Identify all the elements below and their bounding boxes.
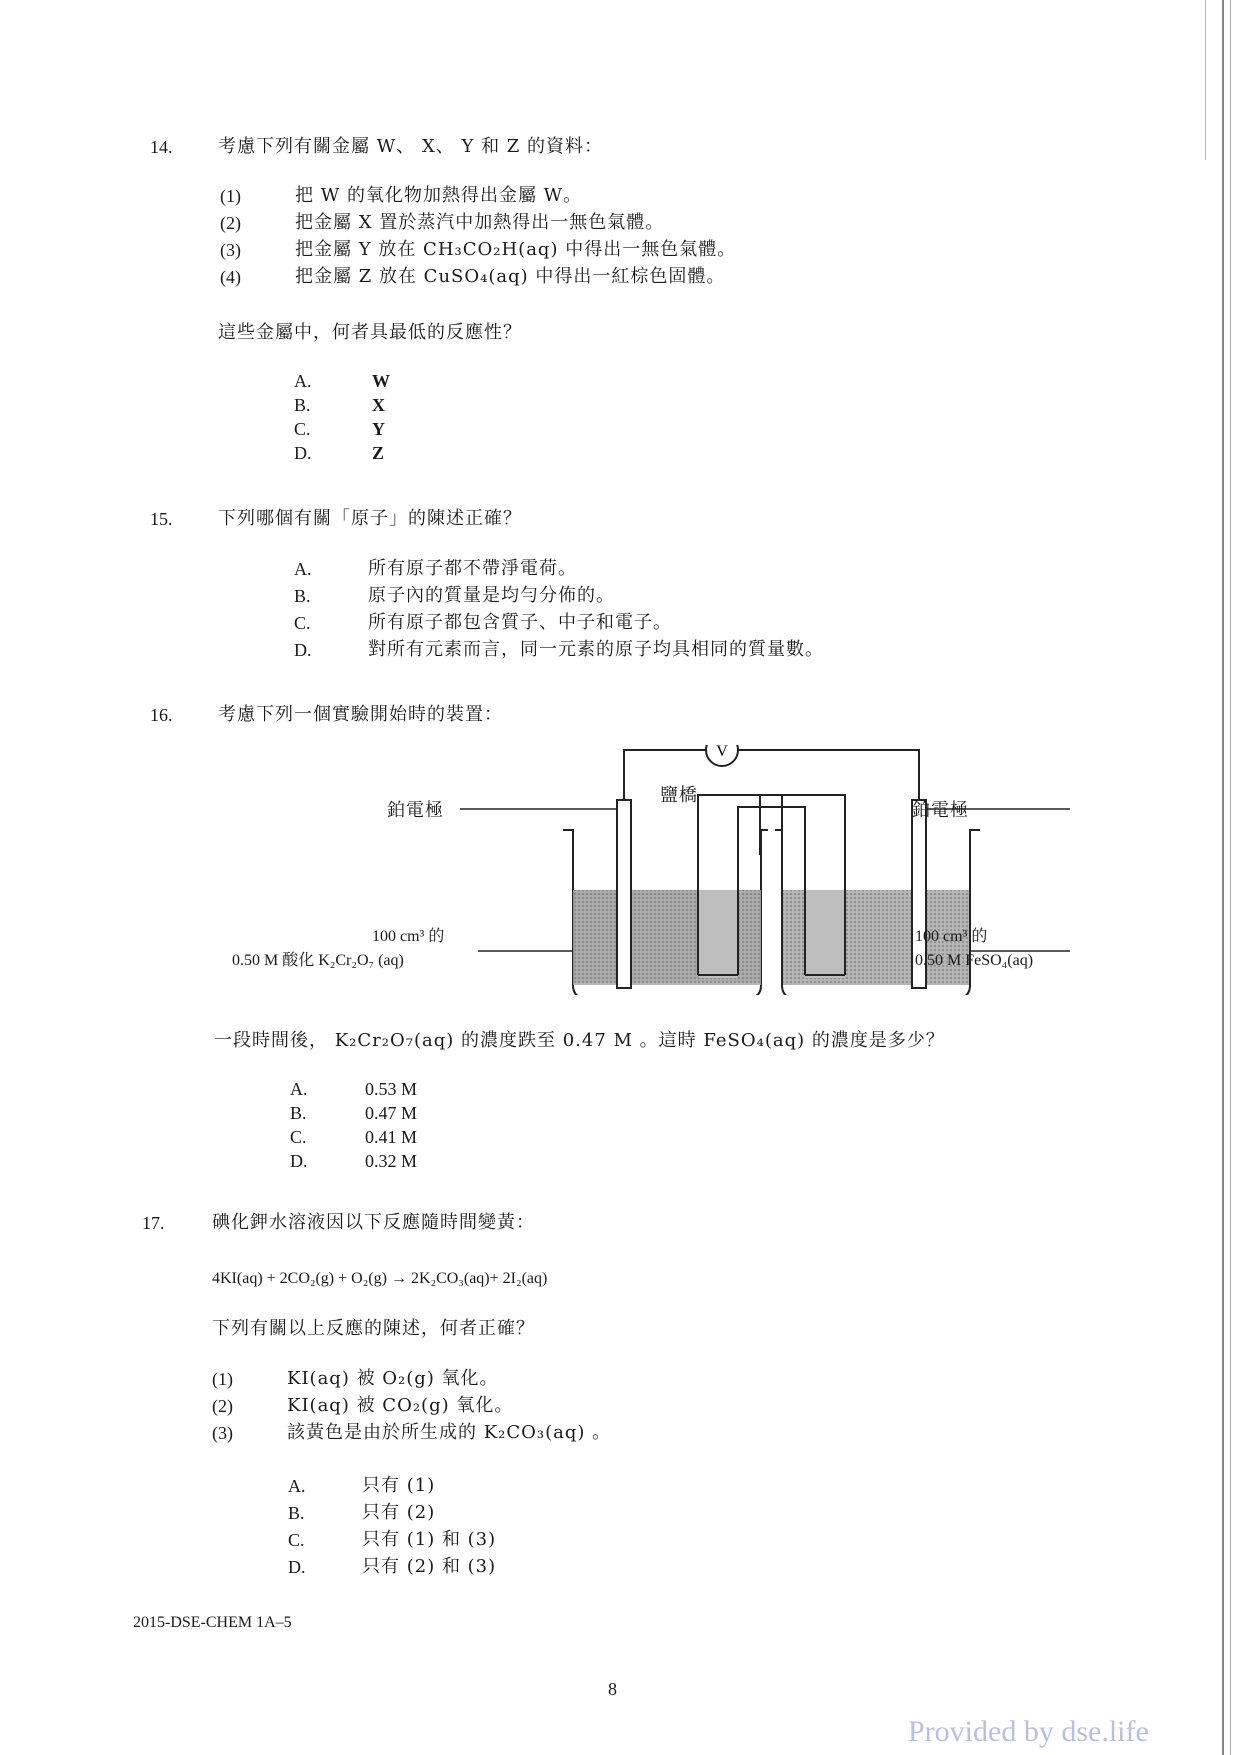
statement-label: (3) [212,1423,233,1443]
statement-text: 把金屬 Y 放在 CH₃CO₂H(aq) 中得出一無色氣體。 [295,239,737,260]
option-text: 對所有元素而言，同一元素的原子均具相同的質量數。 [368,639,824,660]
statement-label: (1) [220,186,241,206]
question-text: 這些金屬中，何者具最低的反應性？ [218,322,522,343]
option-letter: C. [294,419,311,439]
option-text: Z [372,443,385,463]
statement-label: (1) [212,1369,233,1389]
statement-text: 該黃色是由於所生成的 K₂CO₃(aq) 。 [287,1422,612,1443]
chemical-equation: 4KI(aq) + 2CO₂(g) + O₂(g) → 2K₂CO₃(aq)+ 2I₂(aq) [212,1270,548,1287]
paper-code: 2015-DSE-CHEM 1A–5 [133,1614,292,1631]
electrode-left-label: 鉑電極 [387,800,444,821]
statement-text: 把 W 的氧化物加熱得出金屬 W。 [295,185,583,206]
electrode-right-label: 鉑電極 [912,800,969,821]
question-stem: 碘化鉀水溶液因以下反應隨時間變黃： [212,1212,535,1233]
solution-left-line1: 100 cm³ 的 [372,928,445,945]
option-text: 所有原子都不帶淨電荷。 [368,558,577,579]
option-letter: C. [290,1127,307,1147]
solution-right-line2: 0.50 M FeSO₄(aq) [915,952,1034,969]
scan-edge-line [1205,0,1206,160]
option-letter: A. [294,371,312,391]
statement-label: (2) [212,1396,233,1416]
salt-bridge-label: 鹽橋 [660,785,698,806]
option-text: 0.32 M [365,1151,418,1171]
question-text: 一段時間後， K₂Cr₂O₇(aq) 的濃度跌至 0.47 M 。這時 FeSO₄(aq) 的濃度是多少？ [214,1030,945,1051]
statement-label: (3) [220,240,241,260]
option-letter: B. [294,395,311,415]
scan-edge-line [1222,0,1224,1755]
statement-text: KI(aq) 被 CO₂(g) 氧化。 [287,1395,514,1416]
provided-by-link[interactable]: Provided by dse.life [908,1715,1149,1748]
statement-text: 把金屬 X 置於蒸汽中加熱得出一無色氣體。 [295,212,665,233]
scan-edge-line [1230,0,1231,1755]
question-number: 17. [142,1213,165,1233]
option-text: 所有原子都包含質子、中子和電子。 [368,612,672,633]
statement-text: KI(aq) 被 O₂(g) 氧化。 [287,1368,499,1389]
left-electrode [617,800,631,988]
page-number: 8 [608,1679,617,1699]
option-letter: D. [294,640,312,660]
option-letter: D. [290,1151,308,1171]
question-stem: 下列哪個有關「原子」的陳述正確？ [218,508,522,529]
option-text: W [372,371,390,391]
solution-left-line2: 0.50 M 酸化 K₂Cr₂O₇ (aq) [232,952,404,969]
option-text: Y [372,419,385,439]
statement-label: (2) [220,213,241,233]
option-letter: D. [294,443,312,463]
solution-right-line1: 100 cm³ 的 [915,928,988,945]
question-text: 下列有關以上反應的陳述，何者正確？ [212,1318,535,1339]
option-letter: C. [294,613,311,633]
statement-label: (4) [220,267,241,287]
option-letter: C. [288,1530,305,1550]
option-letter: B. [288,1503,305,1523]
option-text: 0.47 M [365,1103,418,1123]
statement-text: 把金屬 Z 放在 CuSO₄(aq) 中得出一紅棕色固體。 [295,266,726,287]
question-number: 15. [150,509,173,529]
question-number: 14. [150,137,173,157]
voltmeter-label: V [716,745,728,760]
option-text: 只有 (1) [362,1475,436,1496]
option-text: 只有 (1) 和 (3) [362,1529,497,1550]
wire-right [738,750,919,800]
option-letter: A. [294,559,312,579]
option-letter: B. [294,586,311,606]
option-text: 原子內的質量是均勻分佈的。 [368,585,615,606]
option-text: X [372,395,385,415]
option-letter: D. [288,1557,306,1577]
option-letter: A. [290,1079,308,1099]
option-text: 0.41 M [365,1127,418,1147]
option-text: 只有 (2) [362,1502,436,1523]
option-letter: A. [288,1476,306,1496]
option-text: 只有 (2) 和 (3) [362,1556,497,1577]
option-letter: B. [290,1103,307,1123]
question-number: 16. [150,705,173,725]
question-stem: 考慮下列一個實驗開始時的裝置： [218,704,503,725]
option-text: 0.53 M [365,1079,418,1099]
question-stem: 考慮下列有關金屬 W、 X、 Y 和 Z 的資料： [218,136,604,157]
